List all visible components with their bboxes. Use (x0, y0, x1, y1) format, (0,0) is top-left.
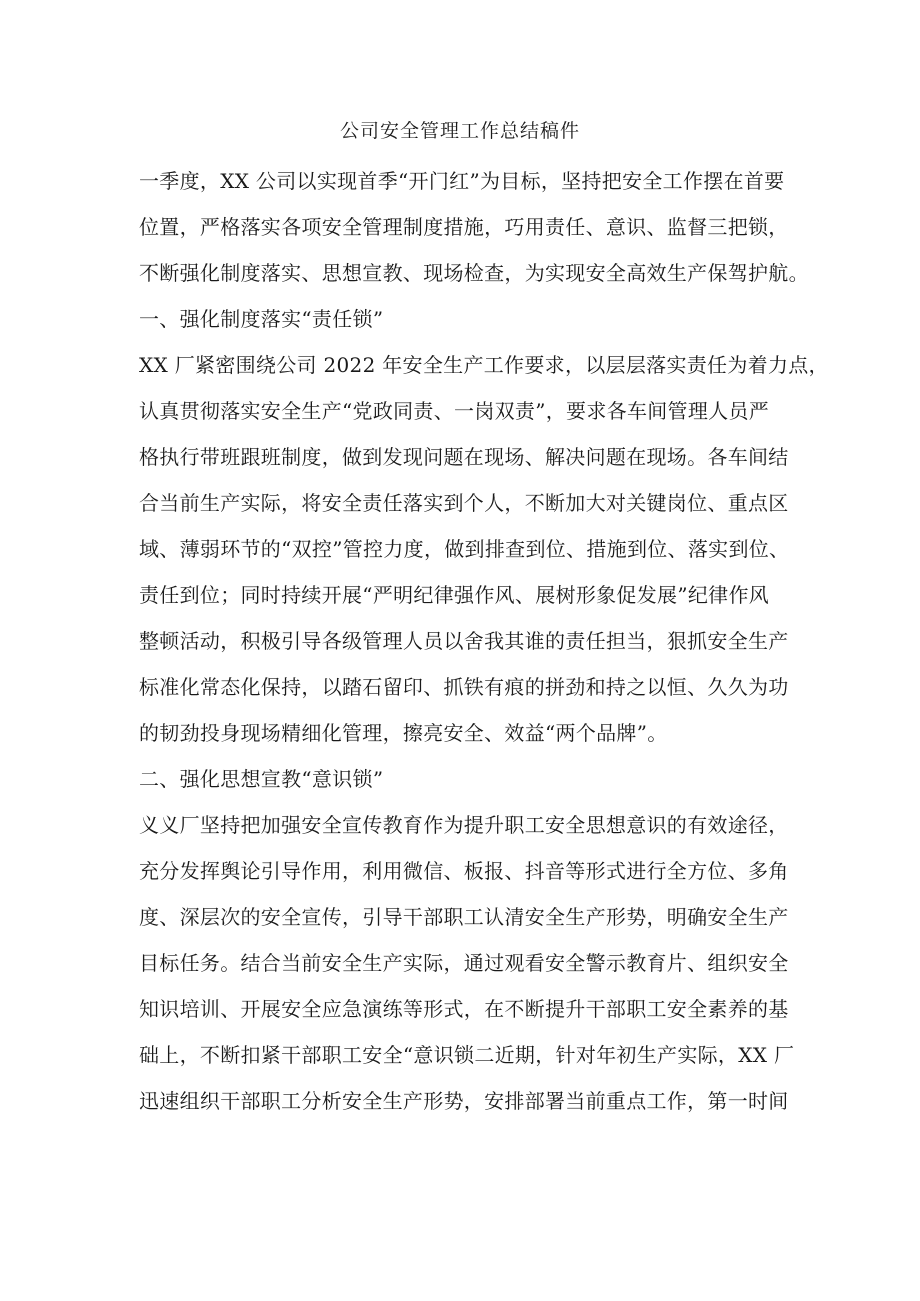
paragraph-line: 合当前生产实际，将安全责任落实到个人，不断加大对关键岗位、重点区 (139, 491, 789, 515)
document-title: 公司安全管理工作总结稿件 (339, 120, 580, 142)
paragraph-line: 不断强化制度落实、思想宣教、现场检查，为实现安全高效生产保驾护航。 (139, 261, 809, 285)
paragraph-line: XX 厂紧密围绕公司 2022 年安全生产工作要求，以层层落实责任为着力点， (139, 353, 829, 377)
paragraph-line: 础上，不断扣紧干部职工安全“意识锁二近期，针对年初生产实际，XX 厂 (139, 1043, 795, 1067)
paragraph-line: 的韧劲投身现场精细化管理，擦亮安全、效益“两个品牌”。 (139, 721, 668, 745)
paragraph-line: 责任到位；同时持续开展“严明纪律强作风、展树形象促发展”纪律作风 (139, 583, 770, 607)
paragraph-line: 位置，严格落实各项安全管理制度措施，巧用责任、意识、监督三把锁， (139, 215, 789, 239)
paragraph-line: 知识培训、开展安全应急演练等形式，在不断提升干部职工安全素养的基 (139, 997, 789, 1021)
paragraph-line: 目标任务。结合当前安全生产实际，通过观看安全警示教育片、组织安全 (139, 951, 789, 975)
paragraph-line: 充分发挥舆论引导作用，利用微信、板报、抖音等形式进行全方位、多角 (139, 859, 789, 883)
section-heading: 一、强化制度落实“责任锁” (139, 307, 384, 331)
section-heading: 二、强化思想宣教“意识锁” (139, 767, 384, 791)
paragraph-line: 域、薄弱环节的“双控”管控力度，做到排查到位、措施到位、落实到位、 (139, 537, 790, 561)
paragraph-line: 标准化常态化保持，以踏石留印、抓铁有痕的拼劲和持之以恒、久久为功 (139, 675, 789, 699)
paragraph-line: 整顿活动，积极引导各级管理人员以舍我其谁的责任担当，狠抓安全生产 (139, 629, 789, 653)
paragraph-line: 迅速组织干部职工分析安全生产形势，安排部署当前重点工作，第一时间 (139, 1089, 789, 1113)
paragraph-line: 认真贯彻落实安全生产“党政同责、一岗双责”，要求各车间管理人员严 (139, 399, 770, 423)
paragraph-line: 一季度，XX 公司以实现首季“开门红”为目标，坚持把安全工作摆在首要 (139, 169, 785, 193)
paragraph-line: 度、深层次的安全宣传，引导干部职工认清安全生产形势，明确安全生产 (139, 905, 789, 929)
paragraph-line: 格执行带班跟班制度，做到发现问题在现场、解决问题在现场。各车间结 (139, 445, 789, 469)
paragraph-line: 义义厂坚持把加强安全宣传教育作为提升职工安全思想意识的有效途径， (139, 813, 789, 837)
